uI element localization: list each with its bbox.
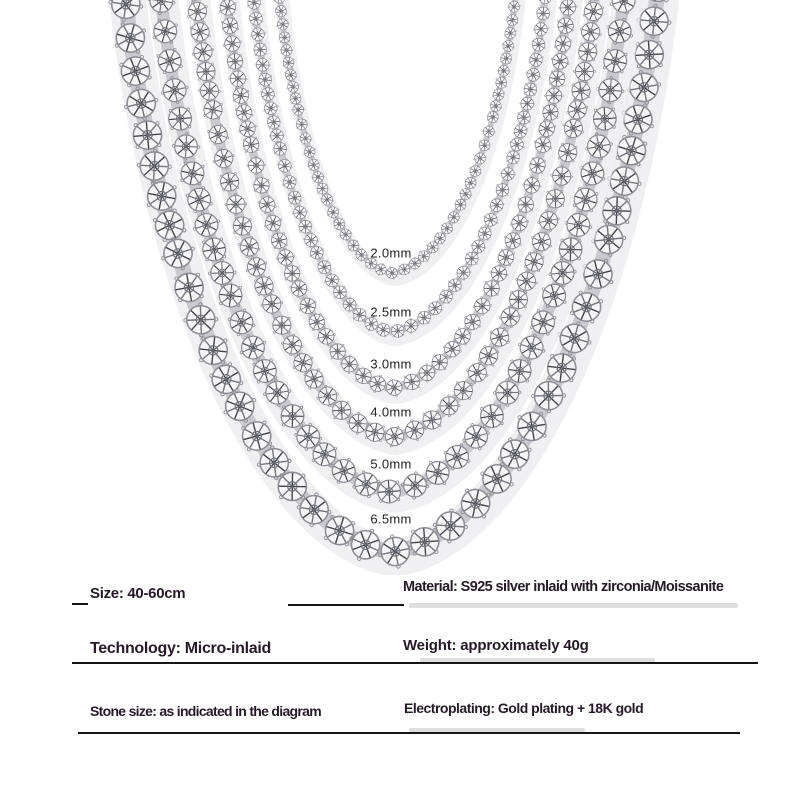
spec-material: Material: S925 silver inlaid with zirconia/Moissanite — [403, 579, 724, 595]
divider-line — [78, 732, 740, 734]
divider-line — [72, 603, 88, 605]
divider-line — [72, 662, 758, 664]
spec-weight: Weight: approximately 40g — [403, 637, 589, 654]
chain-size-label-4.0mm: 4.0mm — [370, 404, 412, 420]
divider-shadow — [409, 603, 738, 608]
spec-size: Size: 40-60cm — [90, 585, 186, 602]
spec-technology: Technology: Micro-inlaid — [90, 640, 271, 657]
chain-size-label-5.0mm: 5.0mm — [370, 456, 412, 472]
chain-size-label-2.0mm: 2.0mm — [370, 245, 412, 261]
spec-stone-size: Stone size: as indicated in the diagram — [90, 703, 321, 719]
chain-size-label-2.5mm: 2.5mm — [370, 304, 412, 320]
divider-line — [288, 604, 404, 606]
chain-size-label-3.0mm: 3.0mm — [370, 356, 412, 372]
chain-size-label-6.5mm: 6.5mm — [370, 511, 412, 527]
spec-electroplating: Electroplating: Gold plating + 18K gold — [404, 700, 644, 716]
